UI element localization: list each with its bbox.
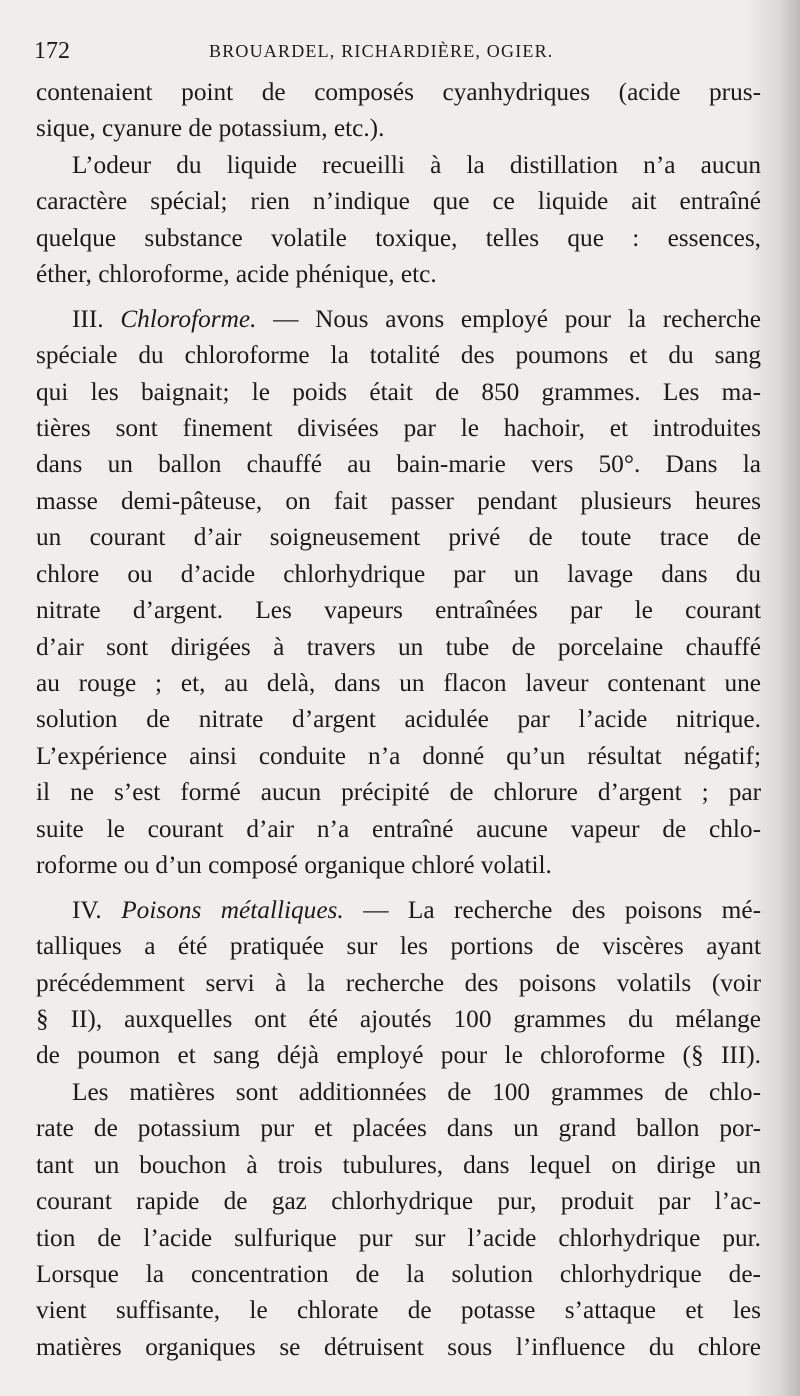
text-line: L’expérience ainsi conduite n’a donné qu’un résultat négatif; bbox=[36, 741, 761, 770]
page-header bbox=[34, 38, 764, 66]
page-number: 172 bbox=[34, 38, 70, 64]
text-line: solution de nitrate d’argent acidulée par l’acide nitrique. bbox=[36, 705, 761, 734]
text-line: rate de potassium pur et placées dans un grand ballon por- bbox=[36, 1114, 761, 1143]
text-line: matières organiques se détruisent sous l’influence du chlore bbox=[36, 1332, 761, 1361]
section-title: Chloroforme. bbox=[120, 304, 257, 333]
text-line: de poumon et sang déjà employé pour le chloroforme (§ III). bbox=[36, 1041, 761, 1070]
text-line: contenaient point de composés cyanhydriques (acide prus- bbox=[36, 78, 761, 106]
text-line: vient suffisante, le chlorate de potasse s’attaque et les bbox=[36, 1296, 761, 1325]
running-head: BROUARDEL, RICHARDIÈRE, OGIER. bbox=[209, 41, 554, 61]
section-heading-line bbox=[36, 301, 761, 337]
text-line: tant un bouchon à trois tubulures, dans lequel on dirige un bbox=[36, 1150, 761, 1179]
section-title: Poisons métalliques. bbox=[121, 895, 344, 924]
text-line: dans un ballon chauffé au bain-marie vers 50°. Dans la bbox=[36, 450, 761, 479]
text-line: tion de l’acide sulfurique pur sur l’acide chlorhydrique pur. bbox=[36, 1223, 761, 1252]
text-line: courant rapide de gaz chlorhydrique pur, produit par l’ac- bbox=[36, 1187, 761, 1216]
section-heading-line bbox=[36, 892, 761, 928]
text-line: chlore ou d’acide chlorhydrique par un lavage dans du bbox=[36, 559, 761, 588]
section-number: III. bbox=[72, 304, 104, 333]
body-text bbox=[36, 74, 761, 1365]
text-line: caractère spécial; rien n’indique que ce liquide ait entraîné bbox=[36, 187, 761, 216]
text-line: — La recherche des poisons mé- bbox=[363, 895, 762, 924]
text-line: spéciale du chloroforme la totalité des poumons et du sang bbox=[36, 341, 761, 370]
paragraph-gap bbox=[36, 293, 761, 301]
text-line: § II), auxquelles ont été ajoutés 100 grammes du mélange bbox=[36, 1004, 761, 1033]
paragraph-gap bbox=[36, 884, 761, 892]
text-line: roforme ou d’un composé organique chloré volatil. bbox=[36, 851, 552, 880]
text-line: sique, cyanure de potassium, etc.). bbox=[36, 114, 385, 143]
text-line: un courant d’air soigneusement privé de toute trace de bbox=[36, 523, 761, 552]
text-line: qui les baignait; le poids était de 850 grammes. Les ma- bbox=[36, 377, 761, 406]
text-line: nitrate d’argent. Les vapeurs entraînées par le courant bbox=[36, 596, 761, 625]
text-line: talliques a été pratiquée sur les portions de viscères ayant bbox=[36, 932, 761, 961]
text-line: L’odeur du liquide recueilli à la distillation n’a aucun bbox=[72, 150, 761, 179]
text-line: Lorsque la concentration de la solution chlorhydrique de- bbox=[36, 1260, 761, 1288]
text-line: au rouge ; et, au delà, dans un flacon laveur contenant une bbox=[36, 669, 761, 697]
text-line: d’air sont dirigées à travers un tube de porcelaine chauffé bbox=[36, 632, 761, 661]
text-line: Les matières sont additionnées de 100 grammes de chlo- bbox=[72, 1077, 761, 1106]
text-line: éther, chloroforme, acide phénique, etc. bbox=[36, 260, 437, 289]
text-line: il ne s’est formé aucun précipité de chlorure d’argent ; par bbox=[36, 778, 761, 807]
text-line: tières sont finement divisées par le hachoir, et introduites bbox=[36, 413, 761, 442]
text-line: — Nous avons employé pour la recherche bbox=[273, 304, 762, 333]
text-line: masse demi-pâteuse, on fait passer pendant plusieurs heures bbox=[36, 486, 761, 515]
text-line: quelque substance volatile toxique, telles que : essences, bbox=[36, 223, 761, 252]
section-number: IV. bbox=[72, 895, 102, 924]
text-line: précédemment servi à la recherche des poisons volatils (voir bbox=[36, 968, 761, 997]
text-line: suite le courant d’air n’a entraîné aucune vapeur de chlo- bbox=[36, 814, 761, 843]
